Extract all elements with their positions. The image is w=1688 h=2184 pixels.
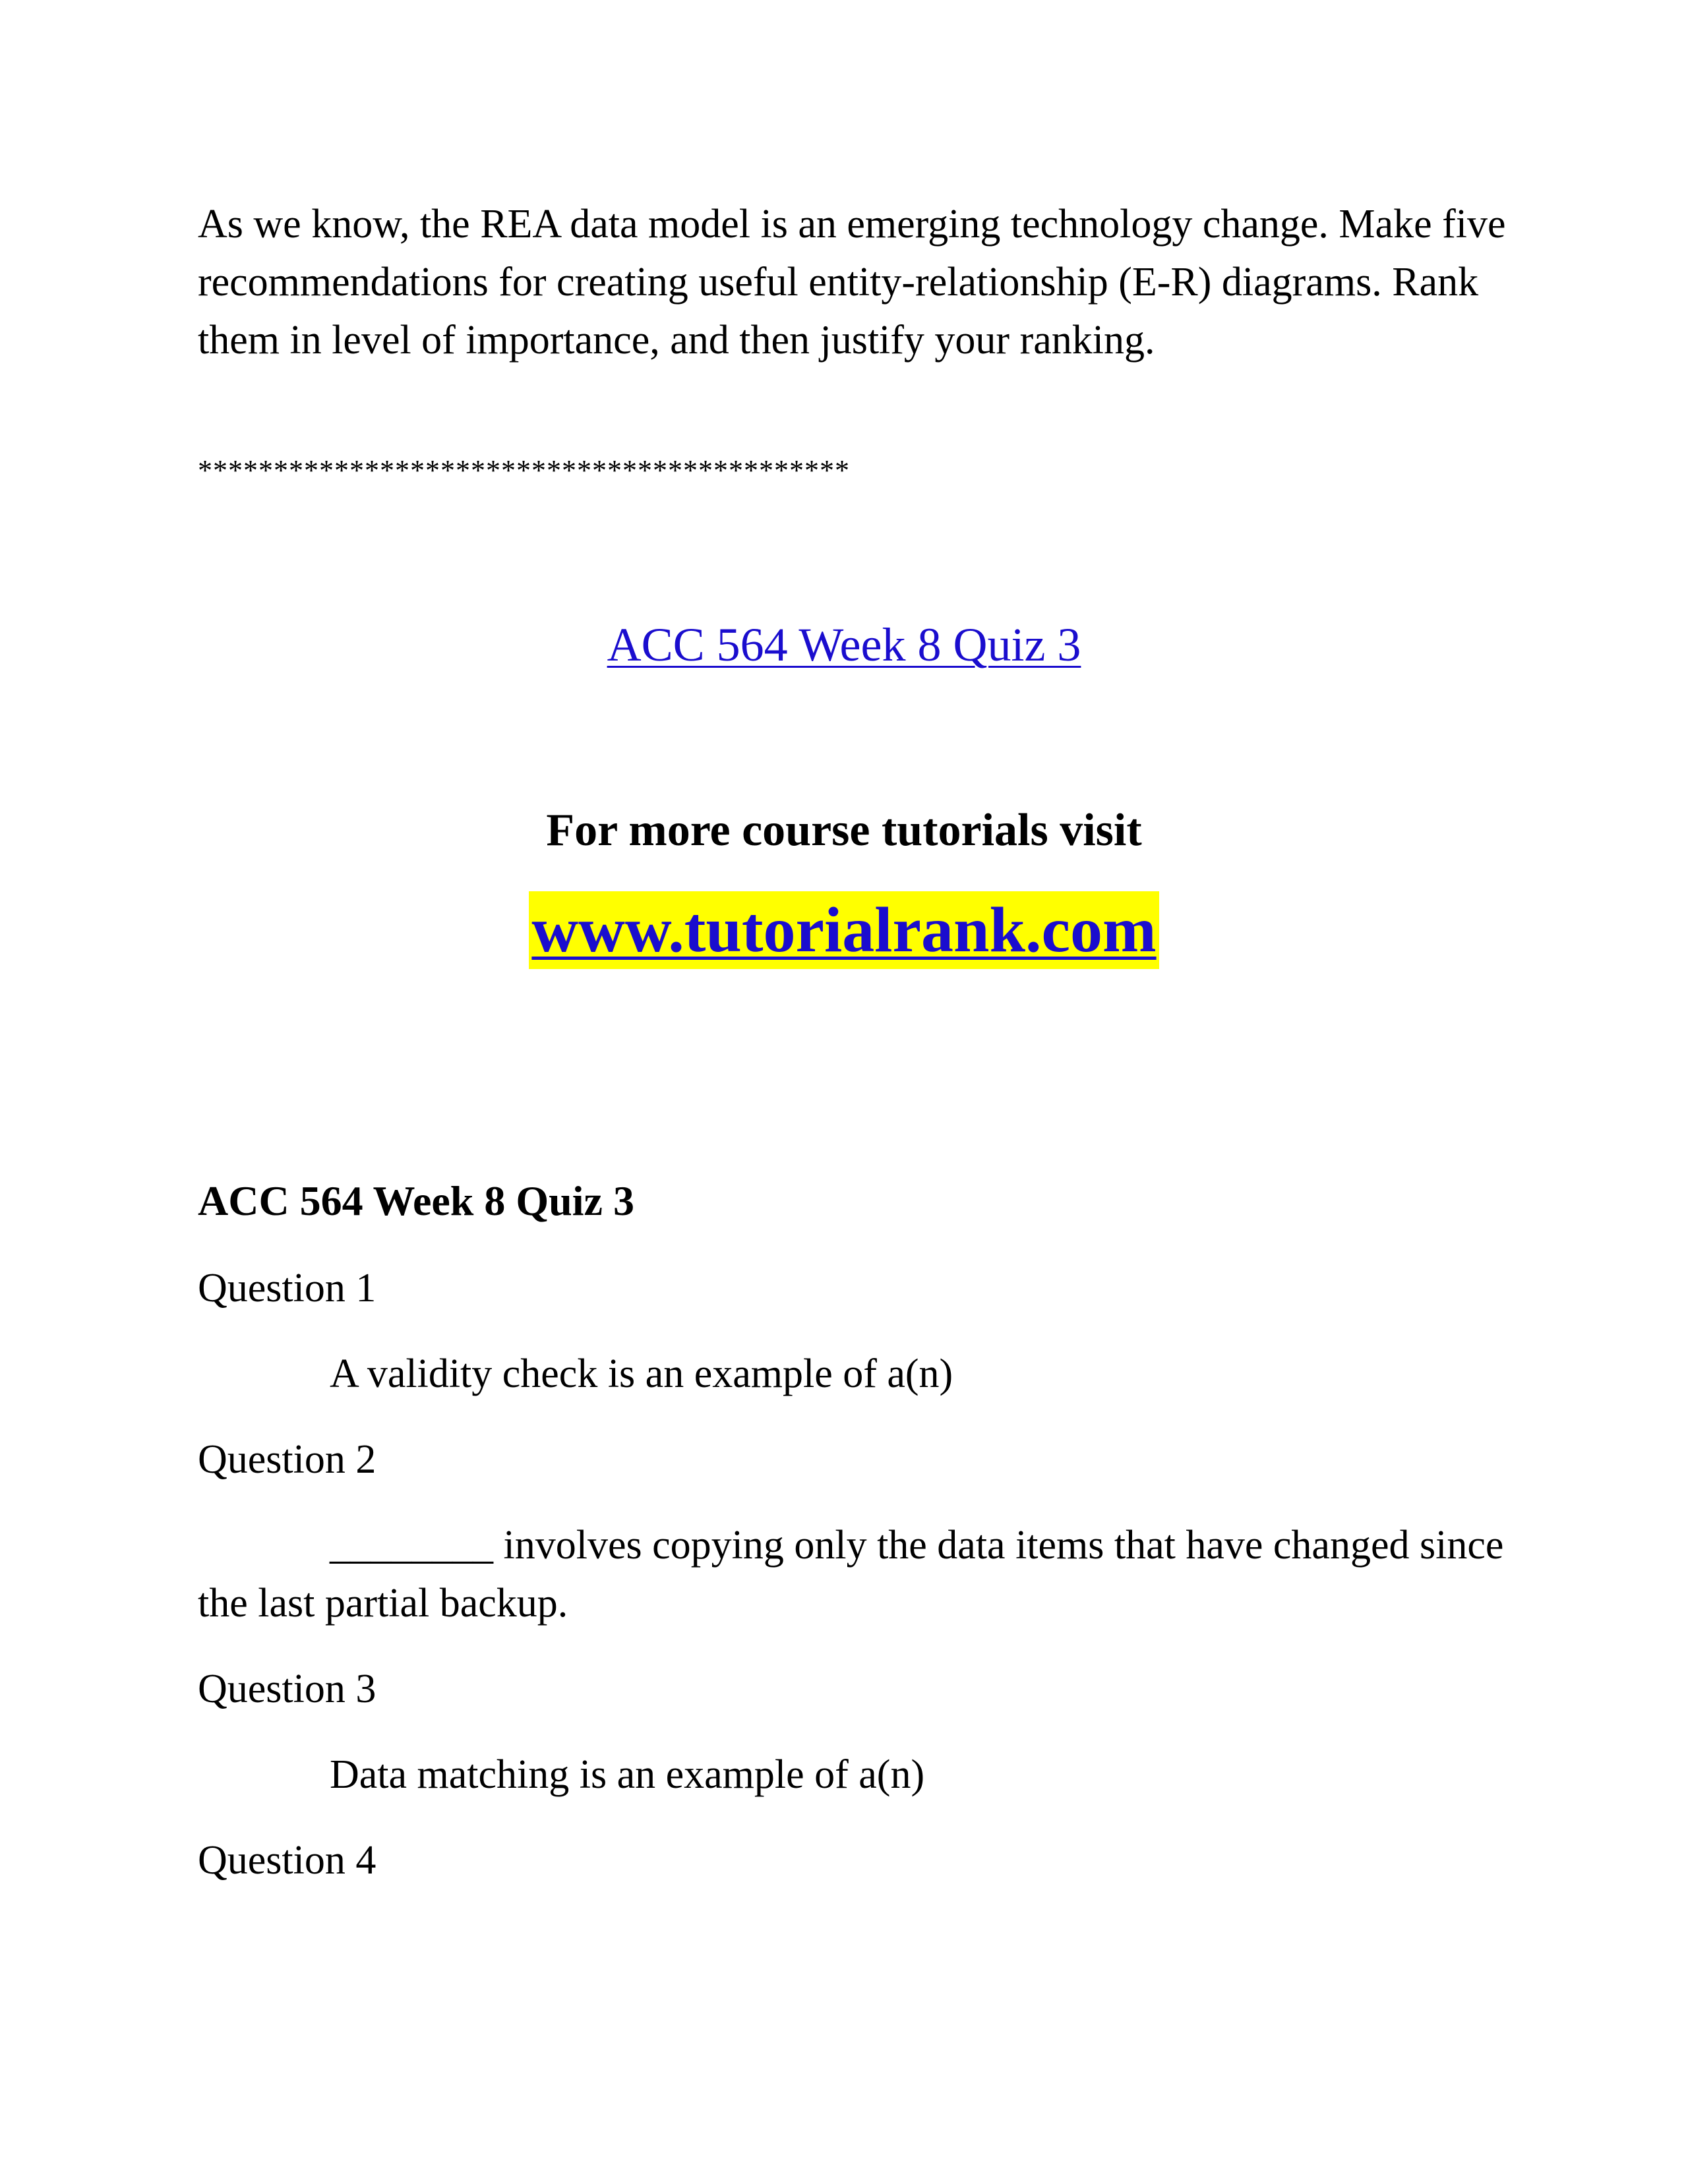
question-1-text: A validity check is an example of a(n) — [330, 1351, 953, 1396]
intro-paragraph: As we know, the REA data model is an emerging technology change. Make five recommendations for creating useful entity-relationship (E-R) diagrams. Rank them in level of importance, and then justify your ranking. — [198, 202, 1506, 363]
question-3-label: Question 3 — [198, 1667, 377, 1711]
site-link-line — [0, 891, 1688, 969]
question-3-text: Data matching is an example of a(n) — [330, 1752, 925, 1797]
question-2-text: ________ involves copying only the data items that have changed since the last partial backup. — [198, 1523, 1504, 1626]
question-4-label: Question 4 — [198, 1838, 377, 1883]
quiz-heading: ACC 564 Week 8 Quiz 3 — [198, 1177, 634, 1224]
more-tutorials-heading: For more course tutorials visit — [546, 805, 1142, 856]
asterisk-separator: ******************************************* — [198, 454, 850, 487]
quiz-link[interactable]: ACC 564 Week 8 Quiz 3 — [607, 618, 1081, 671]
question-2-label: Question 2 — [198, 1437, 377, 1482]
site-link[interactable]: www.tutorialrank.com — [529, 891, 1159, 969]
question-1-label: Question 1 — [198, 1266, 377, 1311]
quiz-link-line — [0, 612, 1688, 678]
